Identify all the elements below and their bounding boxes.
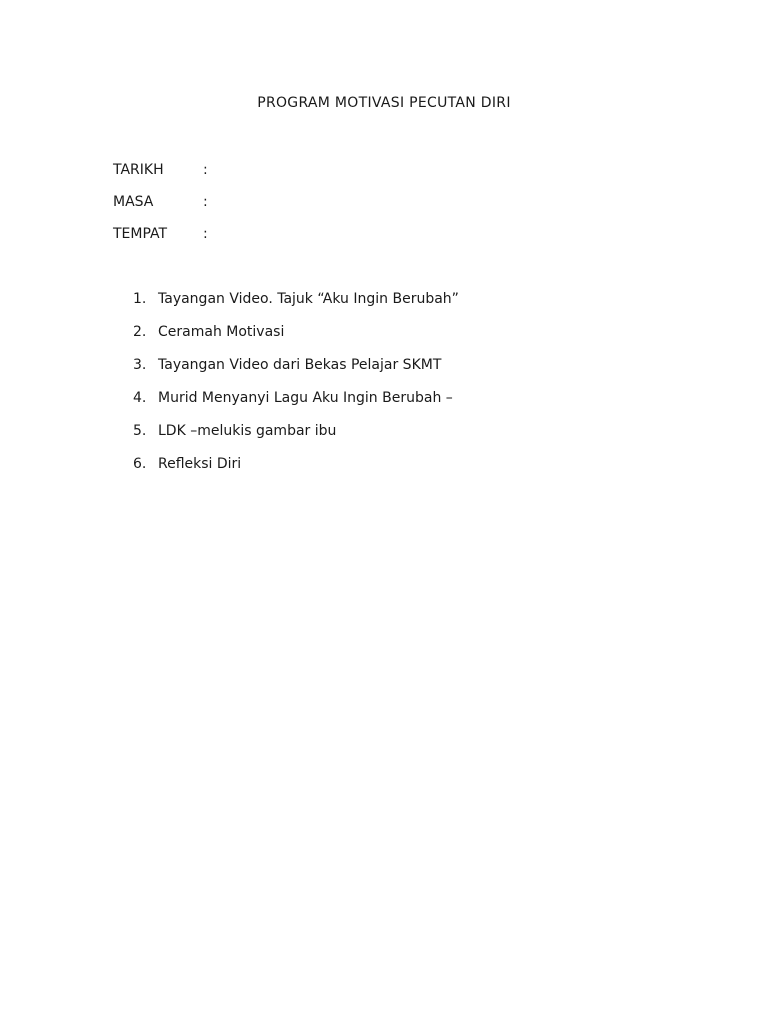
list-item-number: 2. [133, 324, 147, 340]
list-item-text: Tayangan Video dari Bekas Pelajar SKMT [158, 357, 442, 373]
list-item-number: 3. [133, 357, 147, 373]
field-separator-tarikh: : [203, 162, 208, 178]
list-item [133, 421, 459, 454]
field-masa [113, 192, 208, 212]
field-tempat [113, 224, 208, 244]
list-item-number: 6. [133, 456, 147, 472]
field-label-tempat: TEMPAT [113, 226, 168, 242]
field-separator-masa: : [203, 194, 208, 210]
list-item-number: 5. [133, 423, 147, 439]
list-item [133, 322, 459, 355]
agenda-list [133, 289, 459, 487]
list-item-text: Ceramah Motivasi [158, 324, 285, 340]
list-item [133, 454, 459, 487]
list-item-text: Tayangan Video. Tajuk “Aku Ingin Berubah” [158, 291, 459, 307]
list-item [133, 355, 459, 388]
list-item [133, 289, 459, 322]
list-item-number: 4. [133, 390, 147, 406]
list-item [133, 388, 459, 421]
field-separator-tempat: : [203, 226, 208, 242]
list-item-text: Refleksi Diri [158, 456, 242, 472]
list-item-number: 1. [133, 291, 147, 307]
field-label-masa: MASA [113, 194, 154, 210]
field-label-tarikh: TARIKH [113, 162, 164, 178]
list-item-text: Murid Menyanyi Lagu Aku Ingin Berubah – [158, 390, 453, 406]
field-tarikh [113, 160, 208, 180]
document-title: PROGRAM MOTIVASI PECUTAN DIRI [257, 95, 511, 111]
list-item-text: LDK –melukis gambar ibu [158, 423, 337, 439]
